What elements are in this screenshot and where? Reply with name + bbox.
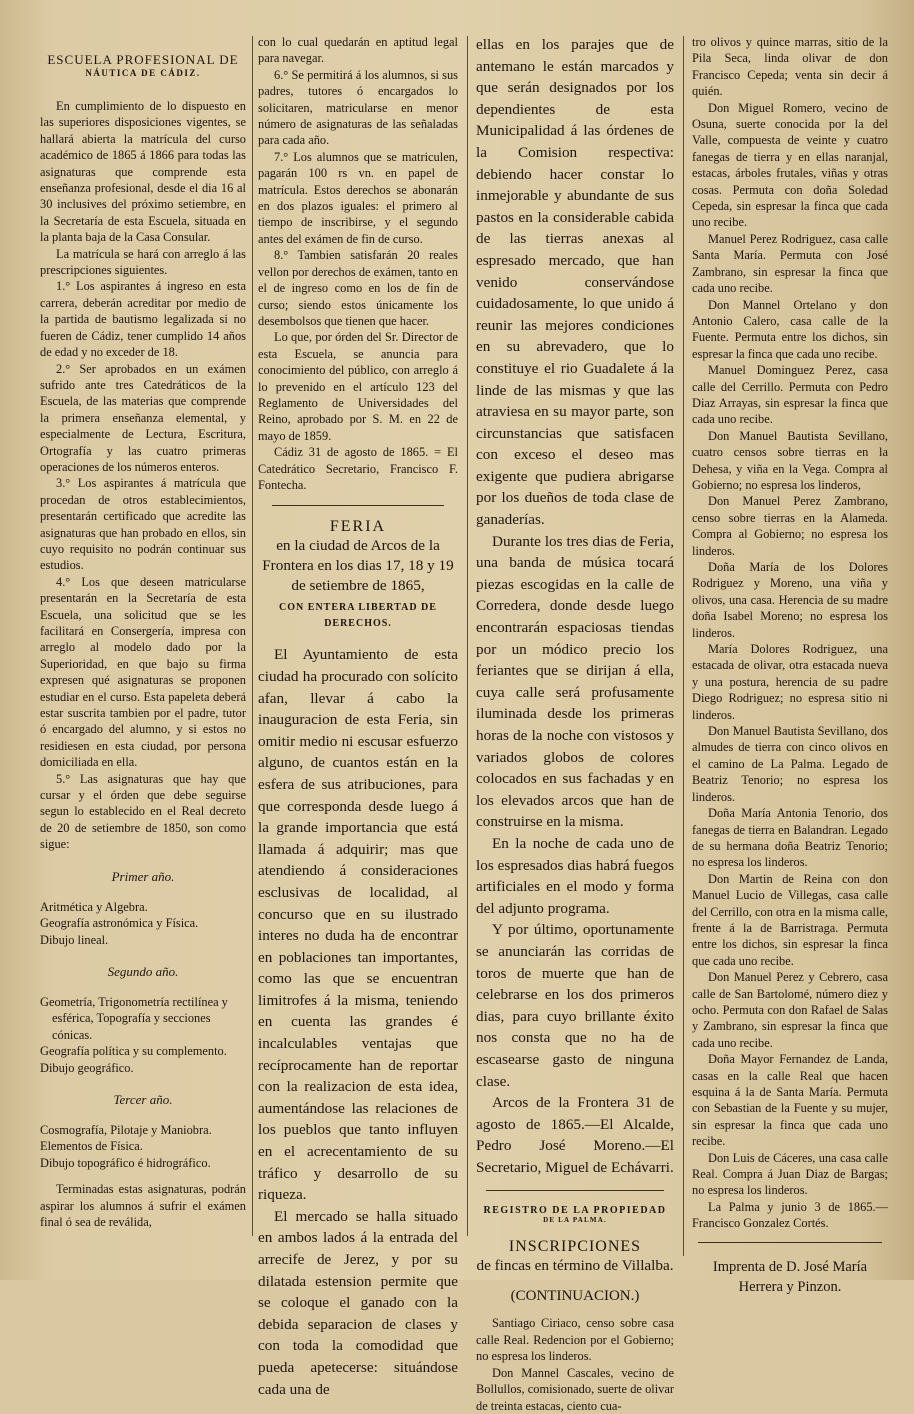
registry-entry: Don Martin de Reina con don Manuel Lucio de Villegas, casa calle del Cerrillo, con otra en la misma calle, frente á la de Barristraga. Permuta entre los dichos, sin espresar la finca que cada uno recibe. — [692, 871, 888, 968]
paragraph: con lo cual quedarán en aptitud legal para navegar. — [258, 35, 458, 66]
registry-entry: Don Manuel Perez y Cebrero, casa calle de San Bartolomé, número diez y ocho. Permuta con don Rafael de Salas y Zambrano, sin espresar la finca que cada uno recibe. — [692, 970, 888, 1050]
paragraph: 7.° Los alumnos que se matriculen, pagarán 100 rs vn. en papel de matrícula. Estos derechos se abonarán en dos plazos iguales: el primero al tiempo de inscribirse, y el segundo antes del exámen de fin de curso. — [258, 149, 458, 246]
paragraph: ellas en los parajes que de antemano le están marcados y que serán designados por los dependientes de esta Municipalidad á las órdenes de la Comision respectiva: debiendo hacer constar lo inmejorable y abundante de sus pastos en la considerable cabida de las tierras anexas al espresado mercado, que han venido conservándose cuidadosamente, lo que unido á reunir las mejores condiciones en su abrevadero, que lo constituye el rio Guadalete á la linde de las mismas y que las atraviesa en su mayor parte, son circunstancias que satisfacen con exceso el deseo mas exigente que pudiera abrigarse por los dueños de toda clase de ganaderías. — [476, 36, 674, 529]
registry-entry: Manuel Dominguez Perez, casa calle del Cerrillo. Permuta con Pedro Diaz Arrayas, sin espresar la finca que cada uno recibe. — [692, 363, 888, 427]
inscriptions-subtitle: de fincas en término de Villalba. — [476, 1257, 674, 1275]
column-3 — [476, 34, 674, 1413]
printer-imprint: Imprenta de D. José María Herrera y Pinzon. — [712, 1258, 868, 1295]
registry-subtitle: DE LA PALMA. — [543, 1216, 607, 1225]
paragraph: 2.° Ser aprobados en un exámen sufrido ante tres Catedráticos de la Escuela, de las materias que comprende la primera enseñanza elemental, y especialmente de Lectura, Escritura, Ortografía y las cuatro primeras operaciones de los números enteros. — [40, 361, 246, 474]
subject: Aritmética y Algebra. — [40, 899, 148, 914]
paragraph: Y por último, oportunamente se anunciarán las corridas de toros de muerte que han de celebrarse en los dos primeros dias, para cuyo brillante éxito nos consta que no ha de escasearse gasto de ninguna clase. — [476, 921, 674, 1090]
paragraph: Terminadas estas asignaturas, podrán aspirar los alumnos á sufrir el exámen final ó sea de reválida, — [40, 1182, 246, 1229]
registry-entry: Doña María Antonia Tenorio, dos fanegas de tierra en Balandran. Legado de su hermana doña Beatriz Tenorio; no espresa los linderos. — [692, 806, 888, 870]
column-rule — [467, 36, 468, 1236]
subject-list — [40, 1122, 246, 1171]
divider — [272, 505, 444, 506]
paragraph: 4.° Los que deseen matricularse presentarán en la Secretaría de esta Escuela, una solicitud que se les facilitará en Consergería, impresa con arreglo al modelo dado por la Superioridad, en que bajo su firma expresen qué asignaturas se proponen estudiar en el curso. Esta papeleta deberá estar suscrita tambien por el padre, tutor ó encargado del alumno, y si estos no residiesen en esta ciudad, por persona domiciliada en ella. — [40, 574, 246, 770]
registry-entry: Manuel Perez Rodriguez, casa calle Santa María. Permuta con José Zambrano, sin espresar la finca que cada uno recibe. — [692, 231, 888, 296]
subject: Elementos de Física. — [40, 1139, 143, 1154]
registry-entry: Don Manuel Bautista Sevillano, dos almudes de tierra con cinco olivos en el camino de La Palma. Legado de Beatriz Tenorio; no espresa los linderos. — [692, 724, 888, 804]
registry-entry: Doña Mayor Fernandez de Landa, casas en la calle Real que hacen esquina á la de Santa María. Permuta con Sebastian de la Fuente y su mujer, sin espresar la finca que cada uno recibe. — [692, 1052, 888, 1149]
subject: Geografía política y su complemento. — [40, 1044, 227, 1059]
signature: La Palma y junio 3 de 1865.— Francisco Gonzalez Cortés. — [692, 1199, 888, 1231]
feria-caption: CON ENTERA LIBERTAD DE DERECHOS. — [279, 602, 437, 630]
paragraph: El mercado se halla situado en ambos lados á la entrada del arrecife de Jerez, y por su dilatada estension permite que se coloque el ganado con la debida separacion de clases y con toda la comodidad que pueda apetecerse: situándose cada una de — [258, 1207, 458, 1398]
school-subtitle: NÁUTICA DE CÁDIZ. — [85, 68, 201, 78]
registry-entry: Don Mannel Cascales, vecino de Bollullos, comisionado, suerte de olivar de treinta estacas, ciento cua- — [476, 1365, 674, 1413]
paragraph: 8.° Tambien satisfarán 20 reales vellon por derechos de exámen, tanto en el de ingreso como en los de fin de curso; siendo estos únicamente los desembolsos que tienen que hacer. — [258, 248, 458, 328]
year-heading: Tercer año. — [113, 1091, 173, 1107]
paragraph: 6.° Se permitirá á los alumnos, si sus padres, tutores ó encargados lo solicitaren, matricularse en menor número de asignaturas de las señaladas para cada año. — [258, 67, 458, 148]
paragraph: 3.° Los aspirantes á matrícula que procedan de otros establecimientos, presentarán certificado que acredite las asignaturas que han probado en ellos, sin cuyo requisito no podrán continuar sus estudios. — [40, 476, 246, 573]
registry-entry: Don Luis de Cáceres, una casa calle Real. Compra á Juan Diaz de Bargas; no espresa los linderos. — [692, 1150, 888, 1198]
registry-entry: tro olivos y quince marras, sitio de la Pila Seca, linda olivar de don Francisco Cepeda; venta sin decir á quién. — [692, 35, 888, 99]
divider — [698, 1242, 882, 1243]
registry-entry: Don Mannel Ortelano y don Antonio Calero, casa calle de la Fuente. Permuta entre los dichos, sin espresar la finca que cada uno recibe. — [692, 297, 888, 361]
feria-title: FERIA — [329, 518, 387, 536]
paragraph: 5.° Las asignaturas que hay que cursar y el órden que debe seguirse segun lo establecido en el Real decreto de 20 de setiembre de 1850, son como sigue: — [40, 771, 246, 852]
paragraph: En la noche de cada uno de los espresados dias habrá fuegos artificiales en el modo y forma del adjunto programa. — [476, 834, 674, 917]
subject-list — [40, 994, 246, 1076]
registry-entry: María Dolores Rodriguez, una estacada de olivar, otra estacada nueva y una postura, herencia de su padre Diego Rodriguez; no espresa sitio ni linderos. — [692, 642, 888, 722]
paragraph: Lo que, por órden del Sr. Director de esta Escuela, se anuncia para conocimiento del público, con arreglo á lo prevenido en el artículo 123 del Reglamento de Universidades del Reino, aprobado por S. M. en 22 de mayo de 1859. — [258, 330, 458, 443]
subject-list — [40, 899, 246, 948]
column-1 — [40, 34, 246, 1249]
column-4 — [692, 34, 888, 1295]
registry-entry: Santiago Ciriaco, censo sobre casa calle Real. Redencion por el Gobierno; no espresa los linderos. — [476, 1316, 674, 1364]
continuation-label: (CONTINUACION.) — [510, 1288, 640, 1305]
column-rule — [683, 36, 684, 1256]
paragraph: Durante los tres dias de Feria, una banda de música tocará piezas escogidas en la calle de Corredera, donde desde luego encontrarán espaciosas tiendas por un módico precio los feriantes que se dirijan á ella, cuya calle será profusamente iluminada desde los primeras horas de la noche con vistosos y variados globos de colores colocados en sus fachadas y en los elevados arcos que han de construirse en la misma. — [476, 532, 674, 831]
year-heading: Primer año. — [111, 868, 175, 884]
divider — [486, 1190, 664, 1191]
paragraph: El Ayuntamiento de esta ciudad ha procurado con solícito afan, llevar á cabo la inauguracion de esta Feria, sin omitir medio ni escusar esfuerzo alguno, de cuantos están en la esfera de sus atribuciones, para que corresponda desde luego á la grande importancia que está llamada á adquirir; mas que atendiendo á consideraciones esclusivas de localidad, al concurso que en su ilustrado interes no duda ha de encontrar en poblaciones tan importantes, como las que se encuentran limitrofes á la misma, teniendo en cuenta las grandes é incalculables ventajas que recíprocamente han de reportar con la realizacion de esta idea, aumentándose las relaciones de los pueblos que tanto influyen en el acrecentamiento de su tráfico y desarrollo de su riqueza. — [258, 646, 458, 1204]
subject: Dibujo topográfico é hidrográfico. — [40, 1155, 211, 1170]
year-heading: Segundo año. — [107, 963, 179, 979]
inscriptions-title: INSCRIPCIONES — [508, 1238, 642, 1256]
paragraph: 1.° Los aspirantes á ingreso en esta carrera, deberán acreditar por medio de la partida de bautismo legalizada si no fueren de Cádiz, tener cumplido 14 años de edad y no exceder de 18. — [40, 279, 246, 360]
subject: Geometría, Trigonometría rectilínea y esférica, Topografía y secciones cónicas. — [40, 994, 228, 1042]
registry-entry: Don Manuel Perez Zambrano, censo sobre tierras en la Alameda. Compra al Gobierno; no espresa los linderos. — [692, 494, 888, 558]
signature: Arcos de la Frontera 31 de agosto de 1865.—El Alcalde, Pedro José Moreno.—El Secretario, Miguel de Echávarri. — [476, 1094, 674, 1176]
column-rule — [252, 36, 253, 1236]
school-title: ESCUELA PROFESIONAL DE — [47, 52, 239, 67]
column-2 — [258, 34, 458, 1398]
subject: Dibujo geográfico. — [40, 1060, 134, 1075]
registry-entry: Don Miguel Romero, vecino de Osuna, suerte conocida por la del Valle, compuesta de veinte y cuatro fanegas de tierra y en ellas naranjal, estacas, árboles frutales, viñas y otras cosas. Permuta con doña Soledad Cepeda, sin espresar la finca que cada uno recibe. — [692, 100, 888, 230]
subject: Geografía astronómica y Física. — [40, 916, 199, 931]
registry-entry: Don Manuel Bautista Sevillano, cuatro censos sobre tierras en la Dehesa, y viña en la Vega. Compra al Gobierno; no espresa los linderos, — [692, 428, 888, 492]
subject: Cosmografía, Pilotaje y Maniobra. — [40, 1122, 212, 1137]
registry-title: REGISTRO DE LA PROPIEDAD — [483, 1205, 667, 1217]
paragraph: La matrícula se hará con arreglo á las prescripciones siguientes. — [40, 246, 246, 278]
registry-entry: Doña María de los Dolores Rodriguez y Moreno, una viña y olivos, una casa. Herencia de su madre doña Isabel Moreno; no espresa los linderos. — [692, 560, 888, 640]
paragraph: En cumplimiento de lo dispuesto en las superiores disposiciones vigentes, se hallará abierta la matrícula del curso académico de 1865 á 1866 para todas las asignaturas que comprende esta enseñanza profesional, desde el dia 16 al 30 inclusives del próximo setiembre, en la Secretaría de esta Escuela, situada en la planta baja de la Casa Consular. — [40, 99, 246, 245]
subject: Dibujo lineal. — [40, 932, 109, 947]
feria-subtitle: en la ciudad de Arcos de la Frontera en los dias 17, 18 y 19 de setiembre de 1865, — [262, 537, 454, 595]
signature: Cádiz 31 de agosto de 1865. = El Catedrático Secretario, Francisco F. Fontecha. — [258, 445, 458, 492]
